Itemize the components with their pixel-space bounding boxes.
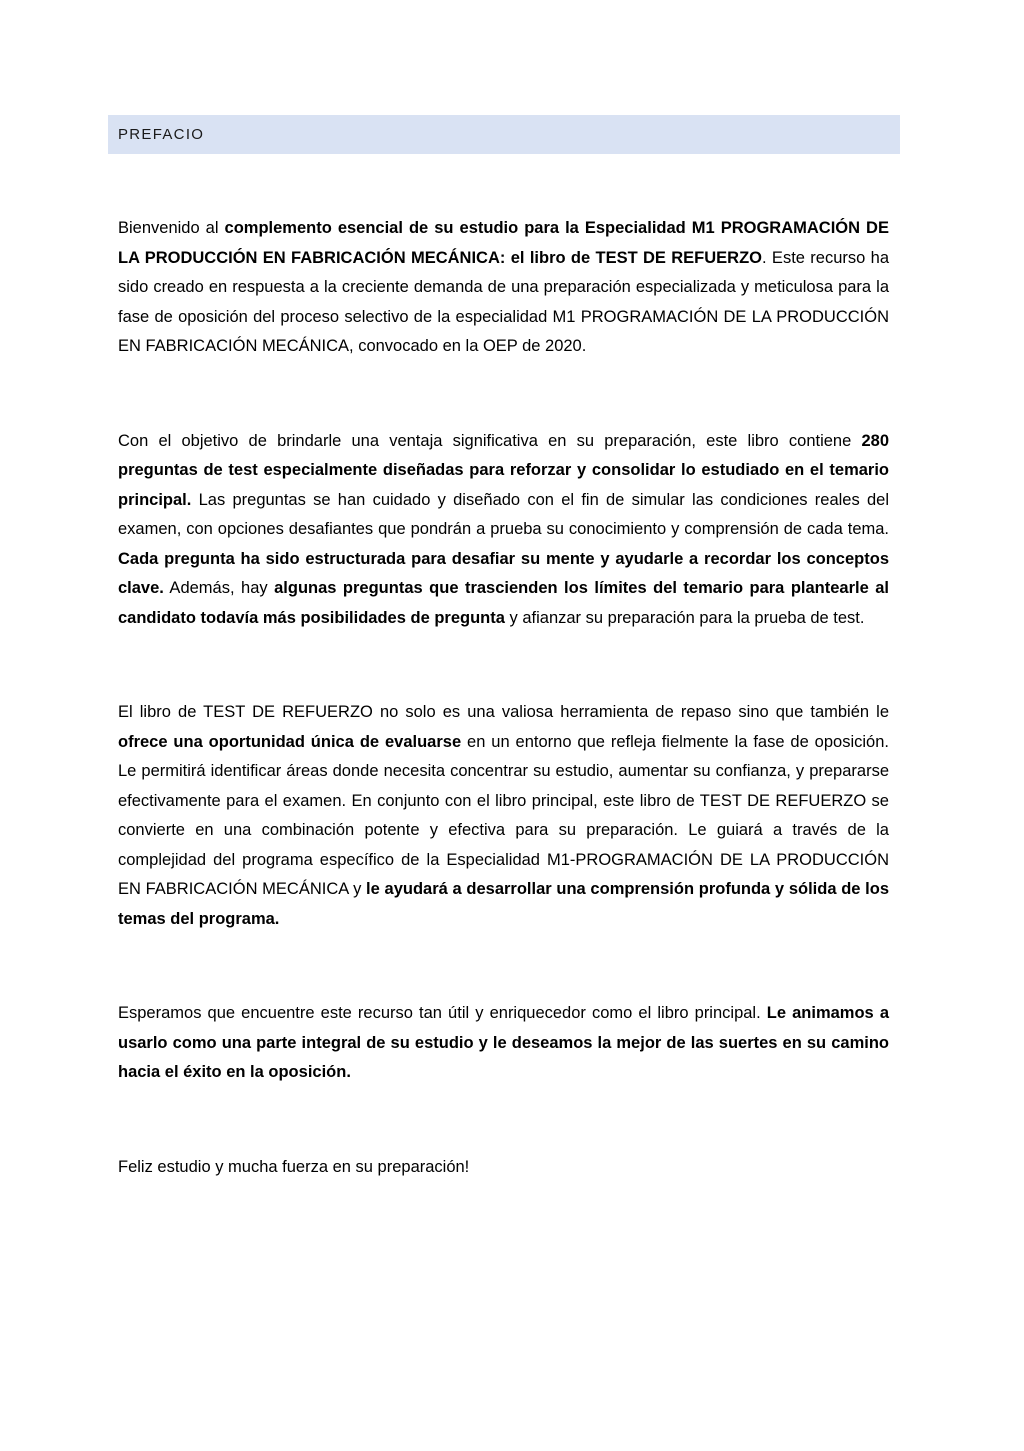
text-run: Las preguntas se han cuidado y diseñado con el fin de simular las condiciones reales del examen, con opciones desafiantes que pondrán a prueba su conocimiento y comprensión de cada tema. — [118, 490, 889, 538]
section-heading-bar — [108, 115, 900, 154]
text-run: Cada pregunta ha sido estructurada para desafiar su mente y ayudarle a recordar los conceptos clave. — [118, 549, 889, 597]
paragraph-encouragement — [118, 999, 889, 1088]
document-page — [0, 115, 1024, 1451]
text-run: y afianzar su preparación para la prueba de test. — [504, 608, 865, 627]
text-run: . Este recurso ha sido creado en respuesta a la creciente demanda de una preparación especializada y meticulosa para la fase de oposición del proceso selectivo de la especialidad M1 PROGRAMACIÓN DE LA PRODUCCIÓN EN FABRICACIÓN MECÁNICA, convocado en la OEP de 2020. — [118, 248, 889, 355]
text-run: El libro de TEST DE REFUERZO no solo es una valiosa herramienta de repaso sino que también le — [118, 703, 889, 721]
text-run: Feliz estudio y mucha fuerza en su preparación! — [118, 1157, 470, 1176]
text-run: le ayudará a desarrollar una comprensión profunda y sólida de los temas del programa. — [118, 880, 890, 928]
text-run: algunas preguntas que trascienden los límites del temario para plantearle al candidato todavía más posibilidades de pregunta — [118, 579, 890, 627]
text-run: Además, hay — [163, 579, 275, 597]
text-run: complemento esencial de su estudio para la Especialidad M1 PROGRAMACIÓN DE LA PRODUCCIÓN EN FABRICACIÓN MECÁNICA: el libro de TEST DE REFUERZO — [118, 219, 889, 267]
paragraph-closing — [118, 1153, 889, 1183]
text-run: Bienvenido al — [118, 219, 225, 237]
paragraph-benefits — [118, 698, 889, 934]
section-heading: PREFACIO — [118, 126, 205, 143]
paragraph-objective — [118, 427, 889, 634]
text-run: Le animamos a usarlo como una parte integral de su estudio y le deseamos la mejor de las suertes en su camino hacia el éxito en la oposición. — [118, 1004, 889, 1081]
text-run: en un entorno que refleja fielmente la fase de oposición. Le permitirá identificar áreas donde necesita concentrar su estudio, aumentar su confianza, y prepararse efectivamente para el examen. En conjunto con el libro principal, este libro de TEST DE REFUERZO se convierte en una combinación potente y efectiva para su preparación. Le guiará a través de la complejidad del programa específico de la Especialidad M1-PROGRAMACIÓN DE LA PRODUCCIÓN EN FABRICACIÓN MECÁNICA y — [118, 732, 889, 898]
text-run: 280 preguntas de test especialmente diseñadas para reforzar y consolidar lo estudiado en el temario principal. — [118, 431, 889, 509]
text-run: Con el objetivo de brindarle una ventaja significativa en su preparación, este libro contiene — [118, 431, 862, 450]
paragraph-welcome — [118, 214, 889, 362]
text-run: Esperamos que encuentre este recurso tan útil y enriquecedor como el libro principal. — [118, 1004, 767, 1022]
text-run: ofrece una oportunidad única de evaluarse — [118, 732, 462, 751]
document-body — [118, 214, 889, 1182]
